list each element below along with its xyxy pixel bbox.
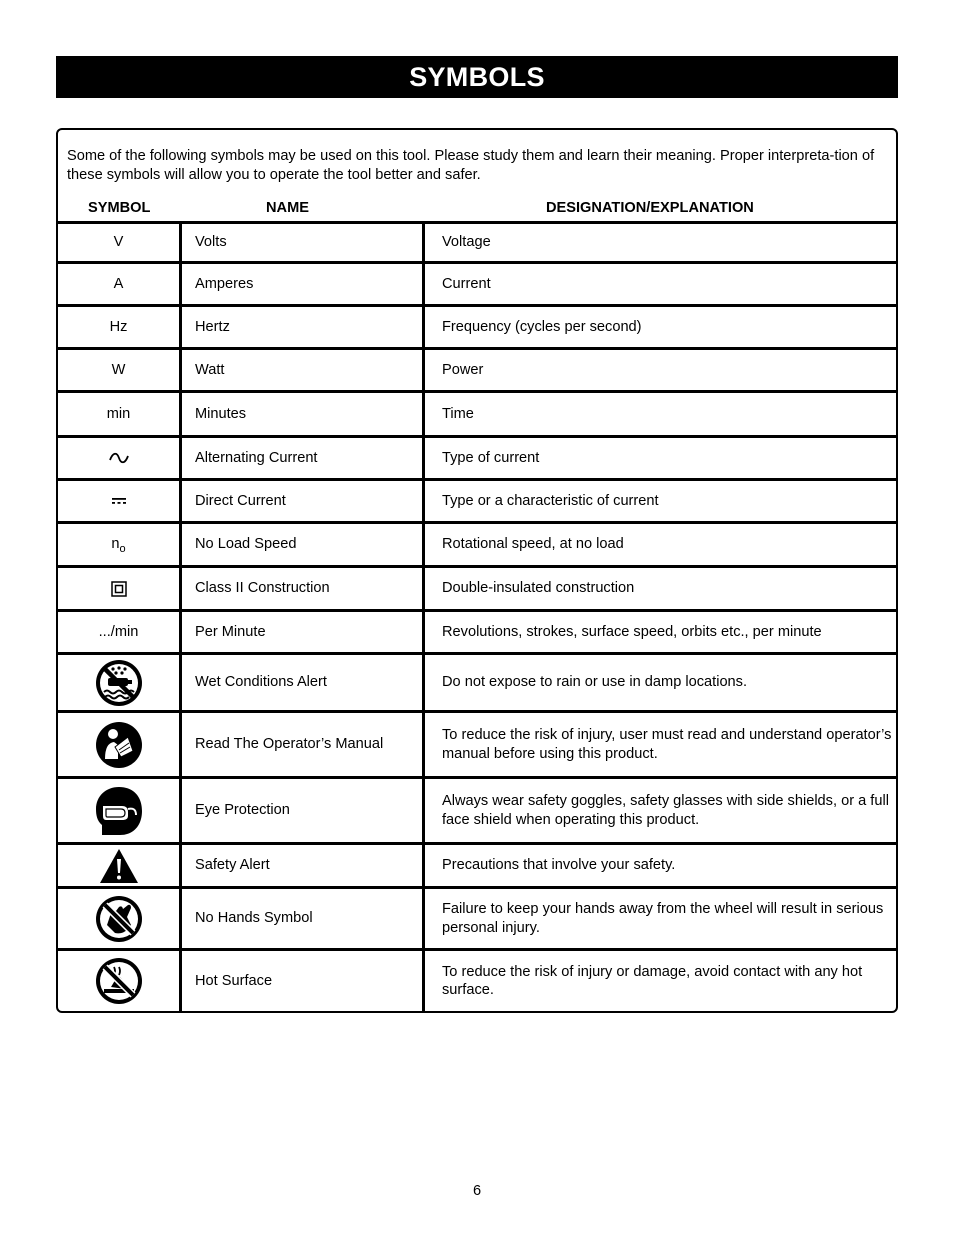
symbol-designation: Current (442, 275, 491, 292)
symbol-name: Wet Conditions Alert (195, 674, 327, 691)
symbol-designation: Always wear safety goggles, safety glasses with side shields, or a full face shield when operating this product. (442, 793, 889, 828)
symbol-text: V (113, 234, 124, 251)
alternating-current-icon (108, 451, 130, 465)
direct-current-icon (111, 496, 127, 506)
symbol-letter: n (111, 535, 120, 552)
table-row (58, 710, 896, 776)
symbol-designation: Do not expose to rain or use in damp locations. (442, 674, 748, 691)
table-row (58, 886, 896, 948)
table-row (58, 304, 896, 347)
table-row (58, 347, 896, 390)
symbol-name: Amperes (195, 275, 254, 292)
symbol-name: No Hands Symbol (195, 910, 313, 927)
symbol-designation: Time (442, 405, 474, 422)
table-row (58, 948, 896, 1011)
table-row (58, 609, 896, 652)
symbol-text: W (111, 361, 126, 378)
symbol-name: Direct Current (195, 492, 286, 509)
symbol-name: Class II Construction (195, 580, 330, 597)
symbol-name: Per Minute (195, 623, 266, 640)
table-row (58, 776, 896, 842)
symbol-name: No Load Speed (195, 536, 297, 553)
symbol-designation: Voltage (442, 234, 491, 251)
symbol-name: Eye Protection (195, 802, 290, 819)
symbol-designation: Rotational speed, at no load (442, 536, 624, 553)
column-header-name: NAME (266, 200, 309, 216)
symbols-table (58, 221, 896, 1011)
symbol-designation: Double-insulated construction (442, 580, 635, 597)
table-row (58, 390, 896, 435)
symbol-name: Alternating Current (195, 449, 318, 466)
read-manual-icon (95, 721, 143, 769)
symbol-designation: Frequency (cycles per second) (442, 318, 642, 335)
symbol-text: Hz (109, 318, 128, 335)
symbol-designation: Precautions that involve your safety. (442, 857, 676, 874)
symbol-name: Minutes (195, 405, 247, 422)
intro-text: Some of the following symbols may be used on this tool. Please study them and learn their meaning. Proper interpreta-tion of these symbols will allow you to operate the tool better and safer. (67, 148, 875, 183)
table-row (58, 521, 896, 565)
table-row (58, 435, 896, 478)
symbol-designation: Failure to keep your hands away from the wheel will result in serious personal injury. (442, 901, 884, 936)
eye-protection-icon (94, 785, 144, 837)
page-number: 6 (472, 1183, 482, 1199)
symbol-text: .../min (98, 623, 139, 640)
hot-surface-icon (95, 957, 143, 1005)
table-row (58, 221, 896, 261)
symbol-designation: Type or a characteristic of current (442, 492, 659, 509)
column-header-designation: DESIGNATION/EXPLANATION (546, 200, 754, 216)
symbol-name: Hertz (195, 318, 230, 335)
table-row (58, 842, 896, 886)
symbol-text (111, 535, 125, 555)
wet-conditions-alert-icon (95, 659, 143, 707)
symbol-subscript: o (119, 542, 126, 555)
symbol-designation: Type of current (442, 449, 540, 466)
table-row (58, 652, 896, 710)
symbol-designation: Power (442, 361, 484, 378)
symbols-panel (56, 128, 898, 1013)
no-hands-icon (95, 895, 143, 943)
symbol-designation: Revolutions, strokes, surface speed, orbits etc., per minute (442, 623, 822, 640)
table-row (58, 565, 896, 609)
symbol-designation: To reduce the risk of injury, user must read and understand operator’s manual before using this product. (442, 727, 892, 762)
symbol-name: Read The Operator’s Manual (195, 736, 384, 753)
table-row (58, 478, 896, 521)
symbol-name: Volts (195, 234, 227, 251)
symbol-designation: To reduce the risk of injury or damage, avoid contact with any hot surface. (442, 963, 863, 998)
symbol-name: Watt (195, 361, 225, 378)
column-header-symbol: SYMBOL (88, 200, 151, 216)
safety-alert-icon (99, 848, 139, 884)
symbol-name: Safety Alert (195, 857, 270, 874)
symbol-text: A (113, 275, 124, 292)
table-row (58, 261, 896, 304)
page-title: SYMBOLS (56, 56, 898, 98)
symbol-name: Hot Surface (195, 972, 273, 989)
symbol-text: min (106, 405, 131, 422)
class-ii-construction-icon (111, 581, 127, 597)
